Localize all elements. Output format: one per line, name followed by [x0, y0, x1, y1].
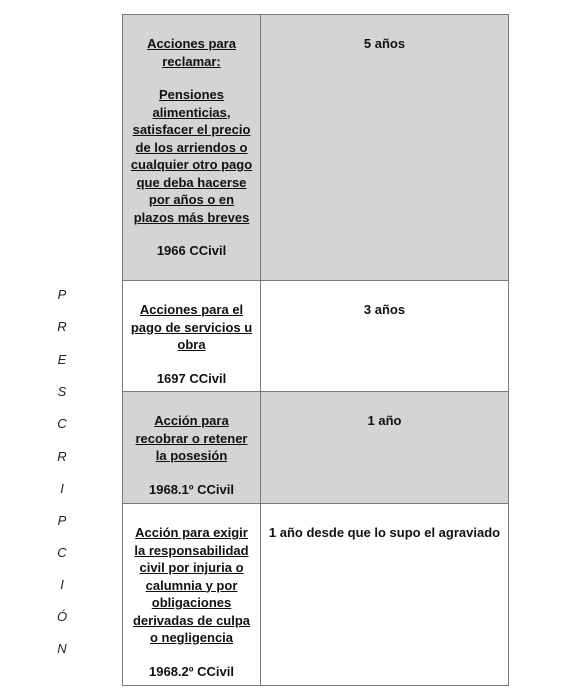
legal-article: 1968.1º CCivil [149, 481, 234, 497]
legal-article: 1966 CCivil [156, 243, 227, 258]
action-detail: Pensiones alimenticias, satisfacer el precio de los arriendos o cualquier otro pago que deba hacerse por años o en plazos más breves [130, 87, 253, 225]
side-letter: R [57, 449, 67, 464]
side-letter: N [57, 641, 67, 656]
prescription-table [122, 14, 509, 686]
term-cell [261, 392, 509, 504]
term-cell [261, 281, 509, 392]
side-letter: P [57, 287, 67, 302]
side-letter: P [57, 513, 67, 528]
side-letter: R [57, 319, 67, 334]
table-row [123, 504, 509, 686]
side-letter: I [60, 577, 64, 592]
action-title: Acciones para reclamar: [147, 36, 236, 69]
table-row [123, 281, 509, 392]
table-row [123, 15, 509, 281]
side-letter: Ó [56, 609, 68, 624]
action-cell [123, 281, 261, 392]
side-letter: S [57, 384, 67, 399]
term-value: 1 año desde que lo supo el agraviado [268, 525, 501, 540]
term-cell [261, 15, 509, 281]
legal-article: 1968.2º CCivil [149, 663, 234, 679]
table-row [123, 392, 509, 504]
side-letter: C [57, 416, 67, 431]
side-letter: C [57, 545, 67, 560]
action-cell [123, 392, 261, 504]
action-title: Acción para exigir la responsabilidad civil por injuria o calumnia y por obligaciones derivadas de culpa o negligencia [132, 525, 251, 645]
term-value: 3 años [363, 302, 406, 317]
action-title: Acción para recobrar o retener la posesión [135, 413, 248, 463]
term-value: 5 años [363, 36, 406, 51]
legal-article: 1697 CCivil [156, 370, 227, 386]
term-cell [261, 504, 509, 686]
action-cell [123, 15, 261, 281]
term-value: 1 año [367, 413, 402, 428]
action-cell [123, 504, 261, 686]
side-letter: E [57, 352, 67, 367]
side-letter: I [60, 481, 64, 496]
action-title: Acciones para el pago de servicios u obra [130, 302, 253, 352]
